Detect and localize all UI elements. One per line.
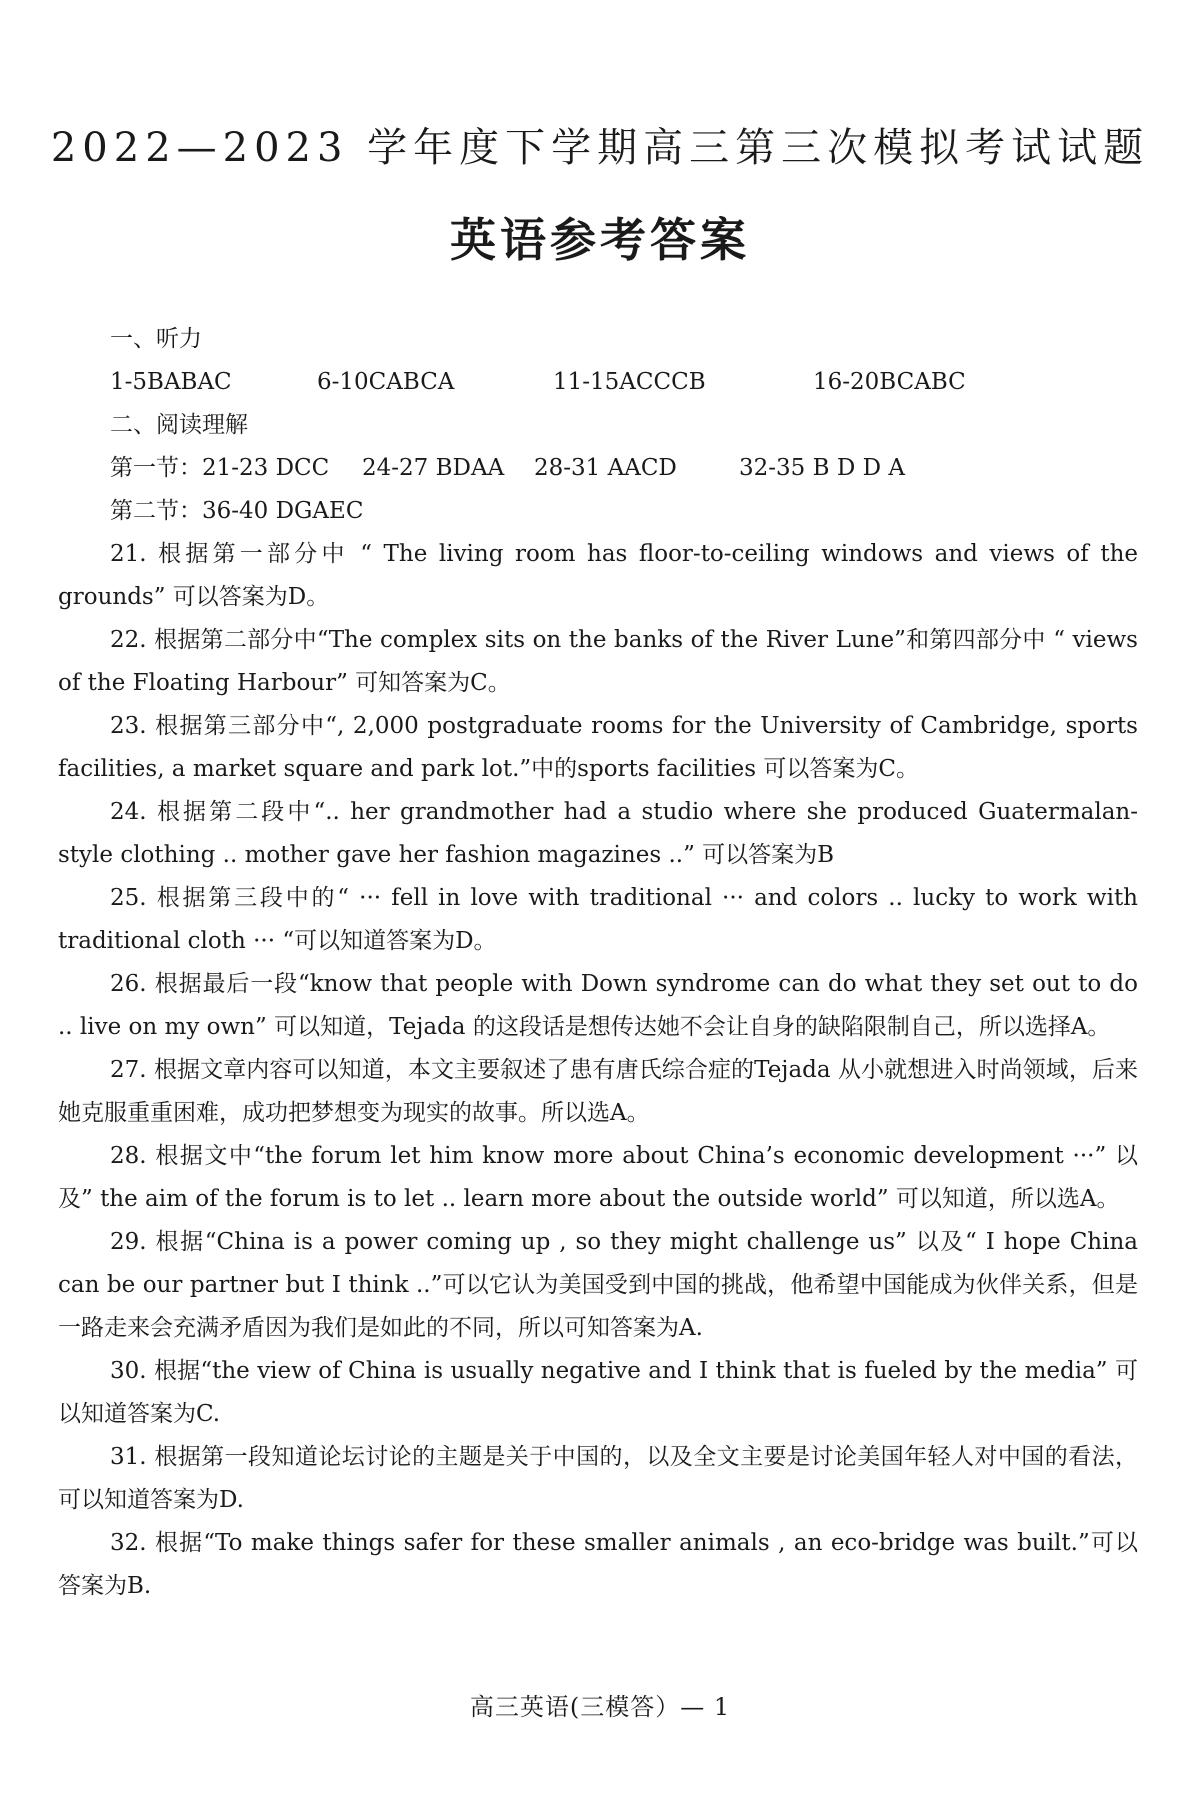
reading-part1-answers [58,447,1138,490]
explanation-paragraph: 23. 根据第三部分中“, 2,000 postgraduate rooms for the University of Cambridge, sports facilities, a market square and park lot.”中的sports facilities 可以答案为C。 [58,713,1138,782]
explanation-paragraph: 22. 根据第二部分中“The complex sits on the banks of the River Lune”和第四部分中 “ views of the Floating Harbour” 可知答案为C。 [58,627,1138,696]
reading-answer-group: 21-23 DCC [202,455,330,481]
explanation-paragraph: 21. 根据第一部分中 “ The living room has floor-to-ceiling windows and views of the grounds” 可以答案为D。 [58,541,1138,610]
reading-answer-group: 24-27 BDAA [362,455,505,481]
explanation-paragraph: 27. 根据文章内容可以知道，本文主要叙述了患有唐氏综合症的Tejada 从小就想进入时尚领域，后来她克服重重困难，成功把梦想变为现实的故事。所以选A。 [58,1057,1138,1126]
listening-heading: 一、听力 [110,326,202,352]
answer-key-title: 英语参考答案 [450,213,750,267]
explanation-paragraph: 31. 根据第一段知道论坛讨论的主题是关于中国的，以及全文主要是讨论美国年轻人对中国的看法，可以知道答案为D. [58,1444,1138,1513]
explanation-paragraph: 30. 根据“the view of China is usually negative and I think that is fueled by the media” 可以知道答案为C. [58,1358,1138,1427]
reading-answer-group: 28-31 AACD [534,455,677,481]
explanation-paragraph: 26. 根据最后一段“know that people with Down syndrome can do what they set out to do .. live on my own” 可以知道，Tejada 的这段话是想传达她不会让自身的缺陷限制自己，所以选择A。 [58,971,1138,1040]
reading-part1-label: 第一节： [110,455,202,481]
reading-heading: 二、阅读理解 [110,412,248,438]
exam-title: 2022—2023 学年度下学期高三第三次模拟考试试题 [50,125,1150,171]
reading-answer-group: 32-35 B D D A [739,455,905,481]
listening-answer-group: 16-20BCABC [813,369,966,395]
listening-answers [58,361,1138,404]
listening-answer-group: 6-10CABCA [317,369,455,395]
page-footer: 高三英语(三模答）— 1 [469,1693,731,1721]
explanation-paragraph: 24. 根据第二段中“.. her grandmother had a studio where she produced Guatermalan-style clothing .. mother gave her fashion magazines ..” 可以答案为B [58,799,1138,868]
explanation-paragraph: 29. 根据“China is a power coming up , so they might challenge us” 以及“ I hope China can be our partner but I think ..”可以它认为美国受到中国的挑战，他希望中国能成为伙伴关系，但是一路走来会充满矛盾因为我们是如此的不同，所以可知答案为A. [58,1229,1138,1341]
listening-answer-group: 1-5BABAC [110,369,232,395]
explanation-paragraph: 25. 根据第三段中的“ ··· fell in love with traditional ··· and colors .. lucky to work with traditional cloth ··· “可以知道答案为D。 [58,885,1138,954]
explanation-paragraph: 32. 根据“To make things safer for these smaller animals , an eco-bridge was built.”可以答案为B. [58,1530,1138,1599]
reading-part2-label: 第二节： [110,498,202,524]
explanation-paragraph: 28. 根据文中“the forum let him know more about China’s economic development ···” 以及” the aim of the forum is to let .. learn more about the outside world” 可以知道，所以选A。 [58,1143,1138,1212]
reading-part2-answers [58,490,1138,533]
answer-content [58,318,1138,1608]
reading-answer-group: 36-40 DGAEC [202,498,364,524]
listening-answer-group: 11-15ACCCB [553,369,706,395]
